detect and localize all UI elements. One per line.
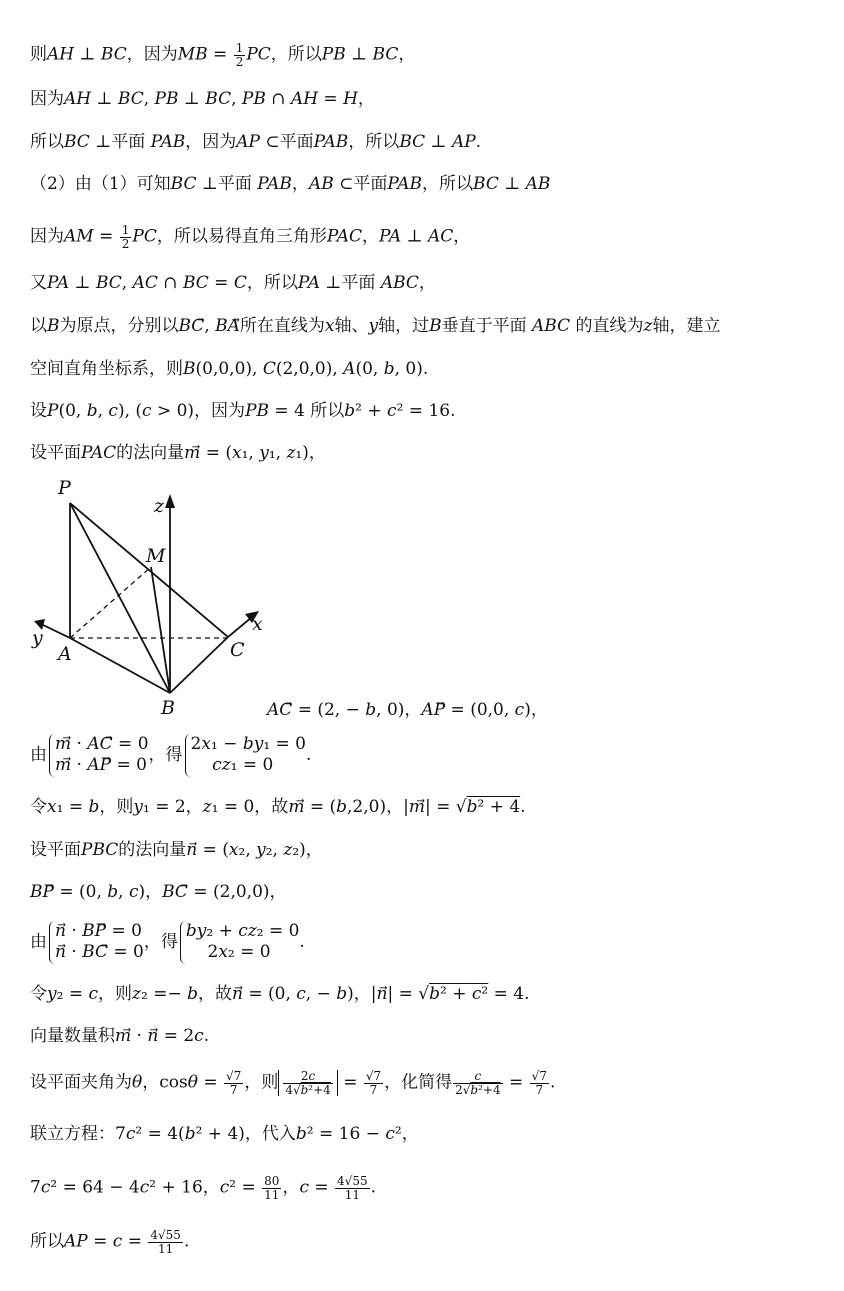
dashed-AM bbox=[70, 567, 151, 638]
text-line-20: 联立方程：7c² = 4(b² + 4)，代入b² = 16 − c²， bbox=[30, 1124, 419, 1144]
label-x: x bbox=[252, 613, 263, 635]
text-line-15: BP⃗ = (0, b, c)，BC⃗ = (2,0,0)， bbox=[30, 882, 287, 902]
label-B: B bbox=[161, 697, 175, 717]
text-line-13: 令x₁ = b，则y₁ = 2，z₁ = 0，故m⃗ = (b,2,0)，|m⃗| = √b² + 4. bbox=[30, 797, 526, 817]
text-line-14: 设平面PBC的法向量n⃗ = (x₂, y₂, z₂)， bbox=[30, 840, 323, 860]
text-line-8: 空间直角坐标系，则B(0,0,0), C(2,0,0), A(0, b, 0). bbox=[30, 359, 429, 379]
text-line-5: 因为AM = $\frac{1}{2}$ PC，所以易得直角三角形PAC，PA ⊥ AC， bbox=[30, 223, 471, 251]
text-line-1: 则AH ⊥ BC，因为MB = $\frac{1}{2}$ PC，所以PB ⊥ BC， bbox=[30, 41, 416, 69]
edge-BC bbox=[170, 637, 228, 693]
text-line-22: 所以AP = c = $\frac{4√55}{11}$ . bbox=[30, 1228, 190, 1256]
text-line-21: 7c² = 64 − 4c² + 16，c² = $\frac{80}{11}$ ，c = $\frac{4√55}{11}$ . bbox=[30, 1174, 377, 1202]
label-C: C bbox=[230, 639, 245, 661]
z-arrowhead bbox=[165, 494, 175, 508]
text-line-4: （2）由（1）可知BC ⊥平面 PAB，AB ⊂平面PAB，所以BC ⊥ AB bbox=[30, 174, 551, 194]
label-A: A bbox=[58, 643, 72, 665]
geometry-figure bbox=[30, 472, 280, 717]
label-z: z bbox=[154, 495, 165, 517]
x-axis bbox=[228, 617, 252, 637]
label-M: M bbox=[146, 545, 166, 567]
text-line-11: AC⃗ = (2, − b, 0)，AP⃗ = (0,0, c)， bbox=[267, 700, 548, 720]
text-line-12: 由 m⃗ · AC⃗ = 0 m⃗ · AP⃗ = 0 ，得 2x₁ − by₁ = 0 cz₁ = 0 . bbox=[30, 734, 312, 776]
label-P: P bbox=[58, 477, 71, 499]
text-line-3: 所以BC ⊥平面 PAB，因为AP ⊂平面PAB，所以BC ⊥ AP. bbox=[30, 132, 482, 152]
text-line-10: 设平面PAC的法向量m⃗ = (x₁, y₁, z₁)， bbox=[30, 443, 326, 463]
text-line-19: 设平面夹角为θ，cosθ = $\frac{√7}{7}$ ，则 $\frac{2c}{\text{4√b²+4}}$ = $\frac{√7}{7}$ ，化简得 $\frac{c}{\text{2√b²+4}}$ = $\frac{√7}{7}$ . bbox=[30, 1069, 556, 1097]
text-line-17: 令y₂ = c，则z₂ =− b，故n⃗ = (0, c, − b)，|n⃗| = √b² + c² = 4. bbox=[30, 984, 530, 1004]
text-line-9: 设P(0, b, c), (c > 0)，因为PB = 4 所以b² + c² = 16. bbox=[30, 401, 456, 421]
text-line-2: 因为AH ⊥ BC, PB ⊥ BC, PB ∩ AH = H， bbox=[30, 89, 375, 109]
y-axis bbox=[41, 624, 70, 638]
label-y: y bbox=[32, 627, 43, 649]
text-line-7: 以B为原点，分别以BC⃗, BA⃗所在直线为x轴、y轴，过B垂直于平面 ABC 的直线为z轴，建立 bbox=[30, 316, 721, 336]
text-line-6: 又PA ⊥ BC, AC ∩ BC = C，所以PA ⊥平面 ABC， bbox=[30, 273, 436, 293]
text-line-16: 由 n⃗ · BP⃗ = 0 n⃗ · BC⃗ = 0 ，得 by₂ + cz₂ = 0 2x₂ = 0 . bbox=[30, 921, 305, 963]
text-line-18: 向量数量积m⃗ · n⃗ = 2c. bbox=[30, 1026, 210, 1046]
